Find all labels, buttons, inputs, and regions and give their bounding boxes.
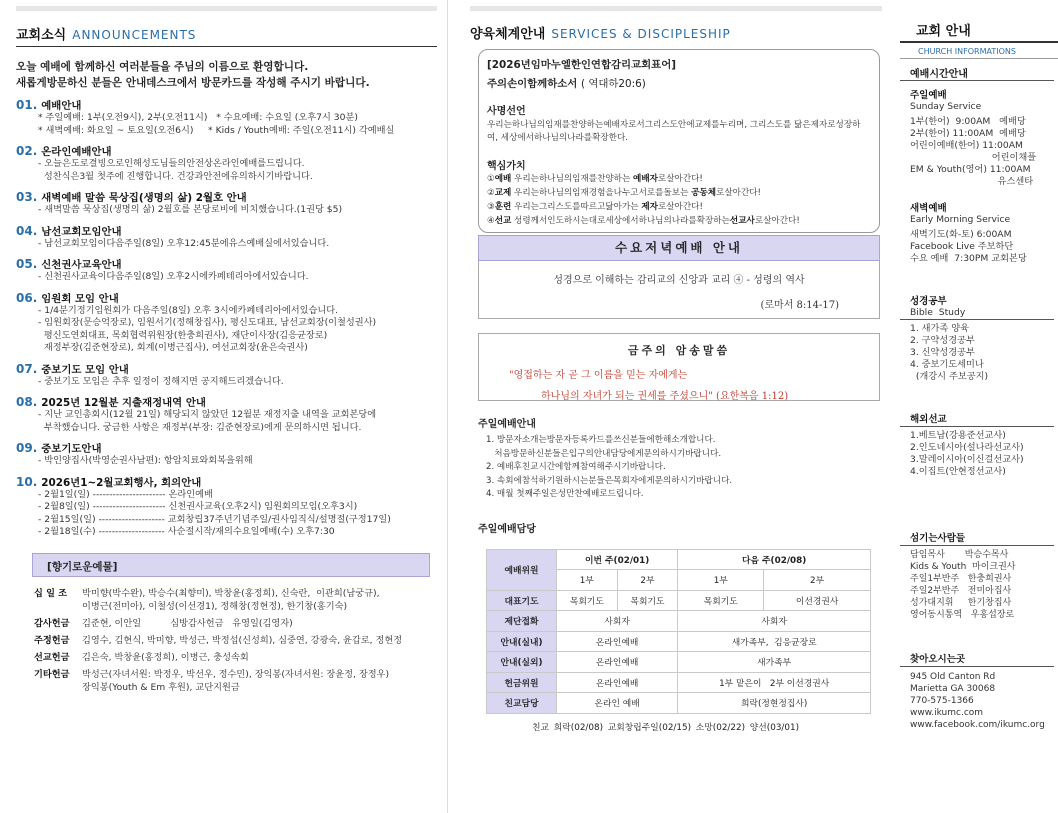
- core-value-part: 훈련: [494, 202, 512, 212]
- offerings-title: [향기로운예물]: [32, 553, 430, 577]
- core-value-part: 제자: [641, 202, 658, 212]
- offering-names: 김준현, 이안일 심방감사헌금 유영일(김영자): [82, 617, 293, 629]
- values-list: [487, 172, 871, 228]
- motto-ref: ( 역대하20:6): [580, 78, 646, 90]
- announcement-number: 06.: [16, 290, 38, 305]
- announcement-number: 08.: [16, 395, 38, 409]
- announcement-item: [16, 361, 437, 389]
- guide-item: 4. 매월 첫째주일은성만찬예배로드립니다.: [486, 489, 644, 499]
- duty-row: [487, 693, 871, 714]
- duty-cell: 목회기도: [617, 590, 678, 611]
- announcement-title-text: 새벽예배 말씀 묵상집(생명의 삶) 2월호 안내: [41, 192, 247, 204]
- sunday-en: Sunday Service: [910, 101, 982, 112]
- times-title: 예배시간안내: [900, 65, 1054, 81]
- announcement-item: [16, 290, 437, 355]
- core-value-part: 선교: [494, 216, 512, 226]
- announcement-item: [16, 223, 437, 251]
- info-title: 교회 안내: [900, 20, 1058, 43]
- announcement-title: [16, 440, 437, 455]
- core-value-part: 공동체: [691, 188, 717, 198]
- core-value-part: 로살아간다!: [657, 202, 703, 212]
- top-bar: [470, 6, 882, 11]
- duty-part: 2부: [617, 570, 678, 591]
- core-value-part: 우리는하나님의임재경험을나누고서로를돌보는: [511, 188, 692, 198]
- core-value-part: ②: [487, 188, 495, 198]
- bible-list: 1. 새가족 양육 2. 구약성경공부 3. 신약성경공부 4. 중보기도세미나 (개강시 주보공지): [910, 323, 989, 382]
- announcement-title-text: 신천권사교육안내: [41, 259, 122, 271]
- guide-item: 1. 방문자소개는방문자등록카드를쓰신분들에한해소개합니다.: [486, 435, 716, 445]
- duty-cell: 온라인예배: [557, 652, 678, 673]
- sunday-title: 주일예배: [910, 90, 947, 101]
- offering-row: [30, 668, 437, 694]
- duty-table: [486, 549, 871, 714]
- announcement-item: [16, 97, 437, 137]
- announcement-title: [16, 290, 437, 305]
- core-value: [487, 186, 871, 200]
- announcement-line: 부착했습니다. 궁금한 사항은 재정부(부장: 김준현장로)에게 문의하시면 됩니다.: [38, 421, 362, 433]
- announcement-line: - 임원회장(문승억장로), 임원서기(정해창집사), 평신도대표, 남선교회장(이철성권사): [38, 317, 377, 328]
- duty-row: [487, 652, 871, 673]
- location-title: 찾아오시는곳: [900, 651, 1054, 667]
- announcement-title-text: 2025년 12월분 지출재정내역 안내: [41, 397, 206, 409]
- core-value-part: 교제: [494, 188, 512, 198]
- core-value-part: ④: [487, 216, 495, 226]
- core-value-part: 성령께서인도하시는대로세상에서하나님의나라를확장하는: [511, 216, 730, 226]
- duty-title: 주일예배담당: [478, 523, 536, 535]
- sunday-guide-title: 주일예배안내: [478, 419, 536, 430]
- duty-cell: 새가족부: [678, 652, 871, 673]
- services-title-ko: 양육체계안내: [470, 27, 546, 42]
- announcement-line: - 2월8일(일) ---------------------- 신천권사교육(오후2시) 임원회의모임(오후3시): [38, 501, 358, 512]
- memory-verse-title: 금주의 암송말씀: [627, 344, 731, 357]
- info-subtitle: CHURCH INFORMATIONS: [900, 47, 1058, 59]
- duty-cell: 온라인예배: [557, 672, 678, 693]
- announcement-item: [16, 189, 437, 217]
- announcement-line: 평신도연회대표, 목회협력위원장(한충희권사), 재단이사장(김응균장로): [38, 329, 328, 341]
- announcement-number: 10.: [16, 474, 38, 489]
- duty-part: 1부: [557, 570, 618, 591]
- duty-row: [487, 590, 871, 611]
- announcement-item: [16, 440, 437, 468]
- announcement-title: [16, 256, 437, 271]
- core-value: [487, 214, 871, 228]
- guide-item: 3. 속회에참석하기원하시는분들은목회자에게문의하시기바랍니다.: [486, 475, 733, 486]
- announcement-title-text: 온라인예배안내: [41, 146, 112, 158]
- duty-row: [487, 611, 871, 632]
- announcement-title: [16, 361, 437, 376]
- announcement-number: 04.: [16, 223, 38, 238]
- staff-title: 섬기는사람들: [900, 530, 1054, 546]
- duty-cell: 사회자: [557, 611, 678, 632]
- core-value-part: 선교사: [729, 216, 755, 226]
- announcement-title-text: 2026년1~2월교회행사, 회의안내: [41, 476, 202, 489]
- announcement-number: 09.: [16, 441, 38, 455]
- duty-cell: 온라인 예배: [557, 693, 678, 714]
- announcement-number: 01.: [16, 98, 38, 112]
- announcement-line: - 새벽말씀 묵상집(생명의 삶) 2월호를 본당로비에 비치했습니다.(1권당 $5): [38, 204, 343, 215]
- services-title-en: SERVICES & DISCIPLESHIP: [551, 27, 731, 41]
- announcement-title: [16, 223, 437, 238]
- duty-footer: 친교 희락(02/08) 교회창립주일(02/15) 소망(02/22) 양선(03/01): [532, 722, 800, 733]
- memory-verse-box: [478, 333, 880, 401]
- dawn-times: 새벽기도(화-토) 6:00AM Facebook Live 주보하단 수요 예배 7:30PM 교회본당: [910, 229, 1027, 264]
- announcement-title-text: 남선교회모임안내: [41, 225, 122, 238]
- announcement-line: - 1/4분기정기임원회가 다음주일(8일) 오후 3시에카페테리아에서있습니다.: [38, 304, 339, 316]
- duty-cell: 희락(정현정집사): [678, 693, 871, 714]
- core-value-part: 예배: [494, 174, 512, 184]
- overseas-mission-list: 1.베트남(강용준선교사) 2.인도네시아(설나라선교사) 3.말레이시아(이신걸선교사) 4.이집트(안현정선교사): [910, 430, 1024, 477]
- announcements-title-en: ANNOUNCEMENTS: [72, 28, 197, 42]
- announcement-line: - 2월18일(수) -------------------- 사순절시작/재의수요일예배(수) 오후7:30: [38, 526, 335, 537]
- announcement-line: - 중보기도 모임은 추후 일정이 정해지면 공지해드리겠습니다.: [38, 375, 284, 387]
- announcement-number: 02.: [16, 144, 38, 158]
- core-value-part: ①: [487, 174, 495, 184]
- offering-label: 주정헌금: [34, 634, 70, 646]
- location-info: 945 Old Canton Rd Marietta GA 30068 770-575-1366 www.ikumc.com www.facebook.com/ikumc.org: [910, 672, 1045, 730]
- offering-names: 김은숙, 박창윤(홍정희), 이병근, 충성속회: [82, 651, 249, 663]
- announcement-line: - 신천권사교육이다음주일(8일) 오후2시에카페테리아에서있습니다.: [38, 271, 309, 282]
- welcome-line: 새롭게방문하신 분들은 안내데스크에서 방문카드를 작성해 주시기 바랍니다.: [16, 77, 370, 89]
- duty-role: 안내(실내): [487, 631, 557, 652]
- announcement-title-text: 임원회 모임 안내: [41, 292, 119, 305]
- duty-role: 친교담당: [487, 693, 557, 714]
- bible-title: 성경공부: [910, 296, 947, 307]
- duty-role: 대표기도: [487, 590, 557, 611]
- offering-label: 선교헌금: [34, 651, 70, 663]
- duty-next-week: 다음 주(02/08): [678, 549, 871, 570]
- announcement-number: 07.: [16, 361, 38, 376]
- guide-item: 2. 예배후친교시간에함께참여해주시기바랍니다.: [486, 462, 666, 472]
- mission-title: 사명선언: [487, 106, 526, 117]
- offering-label: 기타헌금: [34, 668, 70, 680]
- overseas-mission-title: 해외선교: [900, 411, 1054, 427]
- announcement-title-text: 예배안내: [41, 100, 82, 112]
- announcement-item: [16, 394, 437, 434]
- announcement-number: 03.: [16, 190, 38, 204]
- duty-row: [487, 672, 871, 693]
- motto-box-title: [2026년임마누엘한인연합감리교회표어]: [487, 59, 676, 71]
- announcement-title-text: 중보기도안내: [41, 443, 102, 455]
- duty-part: 2부: [764, 570, 871, 591]
- info-column: [900, 0, 1058, 813]
- announcement-title: [16, 474, 437, 489]
- motto-text: 주의손이함께하소서: [487, 78, 578, 90]
- core-value-part: 우리는그리스도를따르고닮아가는: [511, 202, 642, 212]
- wednesday-service-title: 수요저녁예배 안내: [478, 235, 880, 261]
- duty-part: 1부: [678, 570, 764, 591]
- duty-this-week: 이번 주(02/01): [557, 549, 678, 570]
- announcements-header: [16, 24, 437, 47]
- duty-cell: 목회기도: [678, 590, 764, 611]
- core-value-part: 로살아간다!: [657, 174, 703, 184]
- announcement-line: - 남선교회모임이다음주일(8일) 오후12:45분에유스예배실에서있습니다.: [38, 237, 330, 249]
- announcement-number: 05.: [16, 257, 38, 271]
- memory-verse-line: 하나님의 자녀가 되는 권세를 주셨으니" (요한복음 1:12): [541, 391, 789, 402]
- offering-label: 감사헌금: [34, 617, 70, 629]
- core-value: [487, 200, 871, 214]
- mission-text: 우리는하나님의임재를찬양하는예배자로서그리스도안에교제를누리며, 그리스도를 닮은제자로성장하여, 세상에서하나님의나라를확장한다.: [487, 120, 861, 143]
- announcement-list: [16, 97, 437, 539]
- wednesday-scripture-ref: (로마서 8:14-17): [760, 300, 839, 311]
- motto-box: [478, 49, 880, 233]
- announcement-title: [16, 143, 437, 158]
- memory-verse-line: "영접하는 자 곧 그 이름을 믿는 자에게는: [509, 370, 688, 381]
- welcome-line: 오늘 예배에 함께하신 여러분들을 주님의 이름으로 환영합니다.: [16, 61, 309, 73]
- core-value-part: 우리는하나님의임재를찬양하는: [511, 174, 634, 184]
- announcement-item: [16, 474, 437, 539]
- core-value: [487, 172, 871, 186]
- core-value-part: ③: [487, 202, 495, 212]
- announcements-title-ko: 교회소식: [16, 28, 67, 43]
- announcement-line: - 오늘은도로결빙으로인해성도님들의안전상온라인예배를드립니다.: [38, 158, 305, 169]
- offering-row: [30, 617, 437, 630]
- top-bar: [16, 6, 437, 11]
- duty-role-header: 예배위원: [487, 549, 557, 590]
- duty-role: 안내(실외): [487, 652, 557, 673]
- bible-en: Bible Study: [900, 307, 1054, 320]
- announcement-line: * 새벽예배: 화요일 ~ 토요일(오전6시) * Kids / Youth예배: 주일(오전11시) 각예배실: [38, 124, 395, 136]
- staff-list: 담임목사 박승수목사 Kids & Youth 마이크권사 주일1부반주 한충희권사 주일2부반주 전미아집사 성가대지휘 한기창집사 영어동시통역 우홍섭장로: [910, 550, 1016, 620]
- services-header: [470, 23, 882, 45]
- announcement-title: [16, 97, 437, 112]
- announcement-line: - 박인양집사(박영순권사남편): 항암치료와회복을위해: [38, 455, 253, 466]
- duty-role: 헌금위원: [487, 672, 557, 693]
- announcement-item: [16, 256, 437, 284]
- announcement-line: - 지난 교인총회시(12월 21일) 해당되지 않았던 12월분 재정지출 내역을 교회본당에: [38, 409, 377, 420]
- welcome-message: [16, 59, 437, 91]
- announcement-title: [16, 394, 437, 409]
- offering-names: 박미향(박수완), 박승수(최향미), 박창윤(홍정희), 신숙란, 이관희(남궁규), 이병근(전미아), 이철성(이선경1), 정해창(정현정), 한기창(홍기숙): [82, 587, 380, 612]
- duty-role: 제단접화: [487, 611, 557, 632]
- duty-cell: 온라인예배: [557, 631, 678, 652]
- services-column: [470, 0, 882, 813]
- duty-cell: 목회기도: [557, 590, 618, 611]
- offerings-list: [16, 587, 437, 694]
- duty-row: [487, 631, 871, 652]
- duty-cell: 사회자: [678, 611, 871, 632]
- core-value-part: 로살아간다!: [754, 216, 800, 226]
- wednesday-sermon-title: 성경으로 이해하는 감리교의 신앙과 교리 ④ - 성령의 역사: [553, 275, 805, 286]
- announcement-item: [16, 143, 437, 183]
- guide-item: 처음방문하신분들은입구의안내담당에게문의하시기바랍니다.: [486, 448, 722, 459]
- announcement-title: [16, 189, 437, 204]
- sunday-times: 1부(한어) 9:00AM 예배당 2부(한어) 11:00AM 예배당 어린이예배(한어) 11:00AM 어린이채플 EM & Youth(영어) 11:00AM 유스센타: [910, 116, 1037, 187]
- offering-label: 십 일 조: [34, 587, 68, 599]
- sunday-guide-list: [478, 434, 880, 502]
- duty-cell: 1부 맡은이 2부 이선경권사: [678, 672, 871, 693]
- dawn-title: 새벽예배: [910, 203, 947, 214]
- dawn-en: Early Morning Service: [910, 214, 1011, 225]
- duty-cell: 이선경권사: [764, 590, 871, 611]
- offering-names: 김영수, 김현식, 박미향, 박성근, 박정섭(신성희), 심중연, 강광숙, 윤갑로, 정현정: [82, 634, 403, 646]
- announcement-line: 성찬식은3월 첫주에 진행합니다. 건강과안전에유의하시기바랍니다.: [38, 170, 313, 182]
- values-title: 핵심가치: [487, 161, 526, 172]
- announcements-column: [0, 0, 448, 813]
- motto: [487, 75, 871, 90]
- offering-row: [30, 651, 437, 664]
- announcement-line: 재정부장(김준현장로), 회계(이병근집사), 여선교회장(윤은숙권사): [38, 342, 308, 353]
- announcement-line: - 2월1일(일) ---------------------- 온라인예배: [38, 488, 213, 500]
- core-value-part: 예배자: [633, 174, 658, 184]
- duty-cell: 새가족부, 김응균장로: [678, 631, 871, 652]
- announcement-line: - 2월15일(일) -------------------- 교회창립37주년기념주일/권사임직식/설명절(구정17일): [38, 513, 391, 525]
- wednesday-service-body: [478, 261, 880, 319]
- announcement-title-text: 중보기도 모임 안내: [41, 363, 129, 376]
- core-value-part: 로살아간다!: [716, 188, 761, 198]
- offering-row: [30, 587, 437, 613]
- offering-row: [30, 634, 437, 647]
- announcement-line: * 주일예배: 1부(오전9시), 2부(오전11시) * 수요예배: 수요일 (오후7시 30분): [38, 112, 358, 123]
- offering-names: 박성근(자녀서원: 박정우, 박선우, 정수민), 장익봉(자녀서원: 장윤정, 장정우) 장익봉(Youth & Em 후원), 교단지원금: [82, 668, 390, 693]
